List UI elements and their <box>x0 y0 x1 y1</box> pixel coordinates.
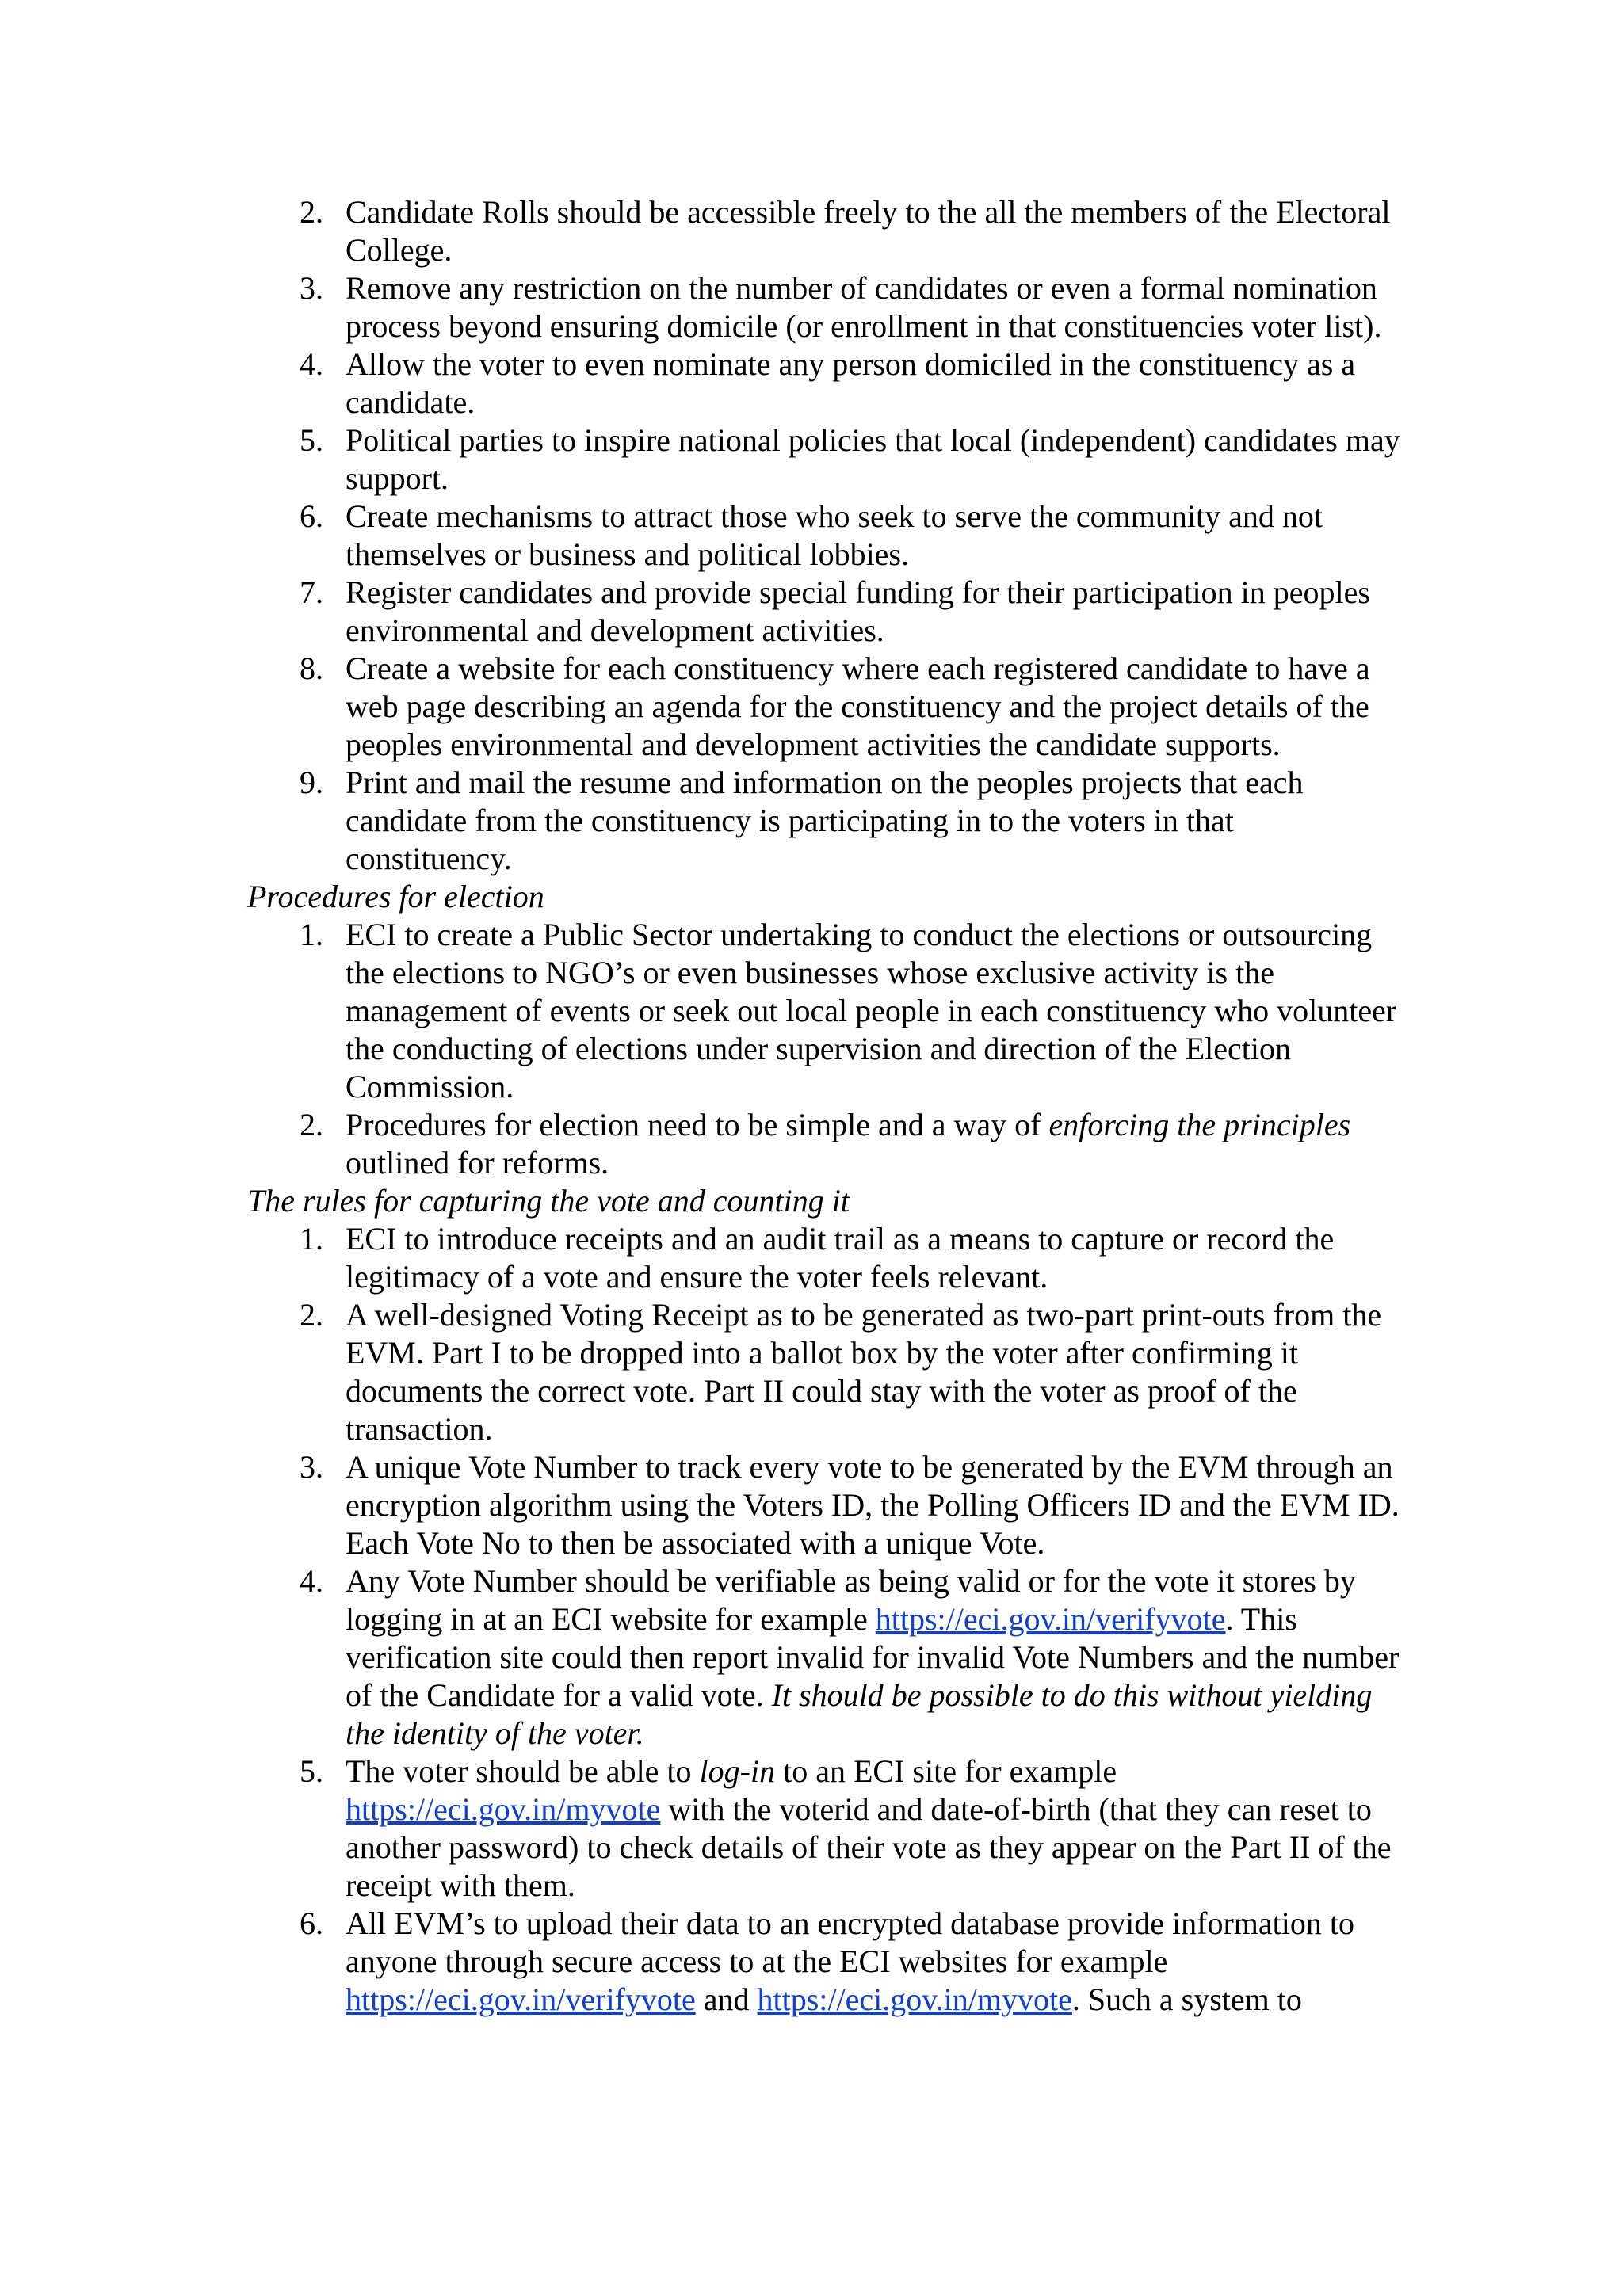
item-text: The voter should be able to <box>346 1753 700 1789</box>
item-number: 4. <box>300 1563 323 1599</box>
section-heading-procedures: Procedures for election <box>247 879 544 914</box>
list-item <box>247 1296 1404 1448</box>
verifyvote-link[interactable]: https://eci.gov.in/verifyvote <box>875 1601 1226 1637</box>
item-text: Create mechanisms to attract those who seek to serve the community and not themselves or business and political lobbies. <box>346 498 1323 572</box>
list-item <box>247 764 1404 878</box>
item-number: 9. <box>300 765 323 800</box>
item-number: 2. <box>300 194 323 230</box>
item-text: Create a website for each constituency where each registered candidate to have a web page describing an agenda for the constituency and the project details of the peoples environmental and development activities the candidate supports. <box>346 650 1370 762</box>
item-text: to an ECI site for example <box>775 1753 1117 1789</box>
item-text: Remove any restriction on the number of candidates or even a formal nomination process beyond ensuring domicile (or enrollment in that constituencies voter list). <box>346 270 1382 344</box>
item-text: . This verification site could then report invalid for invalid Vote Numbers and the number of the Candidate for a valid vote. <box>346 1601 1400 1713</box>
list-item <box>247 1220 1404 1296</box>
list-item <box>247 1562 1404 1753</box>
item-number: 3. <box>300 1449 323 1485</box>
verifyvote-link[interactable]: https://eci.gov.in/verifyvote <box>346 1981 696 2017</box>
item-text: A well-designed Voting Receipt as to be generated as two-part print-outs from the EVM. Part I to be dropped into a ballot box by the voter after confirming it documents the correct vote. Part II could stay with the voter as proof of the transaction. <box>346 1297 1382 1447</box>
item-emphasis: It should be possible to do this without yielding the identity of the voter. <box>346 1677 1373 1751</box>
item-text: All EVM’s to upload their data to an encrypted database provide information to anyone through secure access to at the ECI websites for example <box>346 1905 1354 1979</box>
item-number: 6. <box>300 498 323 534</box>
vote-rules-list <box>247 1220 1404 2019</box>
item-text: . Such a system to <box>1071 1981 1302 2017</box>
item-number: 1. <box>300 1221 323 1257</box>
list-item <box>247 574 1404 650</box>
item-number: 3. <box>300 270 323 306</box>
item-number: 6. <box>300 1905 323 1941</box>
document-body <box>247 193 1404 2019</box>
item-text: and <box>695 1981 758 2017</box>
item-number: 8. <box>300 650 323 686</box>
item-text: Register candidates and provide special funding for their participation in peoples environmental and development activities. <box>346 574 1370 648</box>
list-item <box>247 1753 1404 1905</box>
item-text: Allow the voter to even nominate any person domiciled in the constituency as a candidate. <box>346 346 1356 420</box>
item-number: 5. <box>300 422 323 458</box>
item-number: 2. <box>300 1297 323 1333</box>
list-item <box>247 1448 1404 1562</box>
item-text: Print and mail the resume and information on the peoples projects that each candidate from the constituency is participating in to the voters in that constituency. <box>346 765 1304 876</box>
myvote-link[interactable]: https://eci.gov.in/myvote <box>346 1791 661 1827</box>
item-number: 4. <box>300 346 323 382</box>
item-text: outlined for reforms. <box>346 1145 609 1180</box>
item-emphasis: log-in <box>699 1753 776 1789</box>
list-item <box>247 345 1404 421</box>
item-number: 1. <box>300 917 323 952</box>
item-text: Any Vote Number should be verifiable as being valid or for the vote it stores by logging in at an ECI website for example <box>346 1563 1356 1637</box>
item-text: Political parties to inspire national policies that local (independent) candidates may support. <box>346 422 1400 496</box>
list-item <box>247 650 1404 764</box>
candidate-reforms-list <box>247 193 1404 878</box>
item-number: 7. <box>300 574 323 610</box>
item-text: ECI to introduce receipts and an audit trail as a means to capture or record the legitimacy of a vote and ensure the voter feels relevant. <box>346 1221 1335 1295</box>
list-item <box>247 1905 1404 2019</box>
list-item <box>247 421 1404 498</box>
item-number: 5. <box>300 1753 323 1789</box>
item-text: Procedures for election need to be simple and a way of <box>346 1107 1049 1142</box>
myvote-link[interactable]: https://eci.gov.in/myvote <box>757 1981 1072 2017</box>
procedures-list <box>247 916 1404 1182</box>
item-text: with the voterid and date-of-birth (that they can reset to another password) to check details of their vote as they appear on the Part II of the receipt with them. <box>346 1791 1392 1903</box>
item-text: A unique Vote Number to track every vote to be generated by the EVM through an encryption algorithm using the Voters ID, the Polling Officers ID and the EVM ID. Each Vote No to then be associated with a unique Vote. <box>346 1449 1400 1561</box>
item-emphasis: enforcing the principles <box>1048 1107 1351 1142</box>
list-item <box>247 1106 1404 1182</box>
item-number: 2. <box>300 1107 323 1142</box>
list-item <box>247 269 1404 345</box>
list-item <box>247 193 1404 269</box>
list-item <box>247 498 1404 574</box>
item-text: ECI to create a Public Sector undertaking to conduct the elections or outsourcing the elections to NGO’s or even businesses whose exclusive activity is the management of events or seek out local people in each constituency who volunteer the conducting of elections under supervision and direction of the Election Commission. <box>346 917 1397 1104</box>
list-item <box>247 916 1404 1106</box>
item-text: Candidate Rolls should be accessible freely to the all the members of the Electoral College. <box>346 194 1391 268</box>
section-heading-rules: The rules for capturing the vote and counting it <box>247 1183 850 1219</box>
